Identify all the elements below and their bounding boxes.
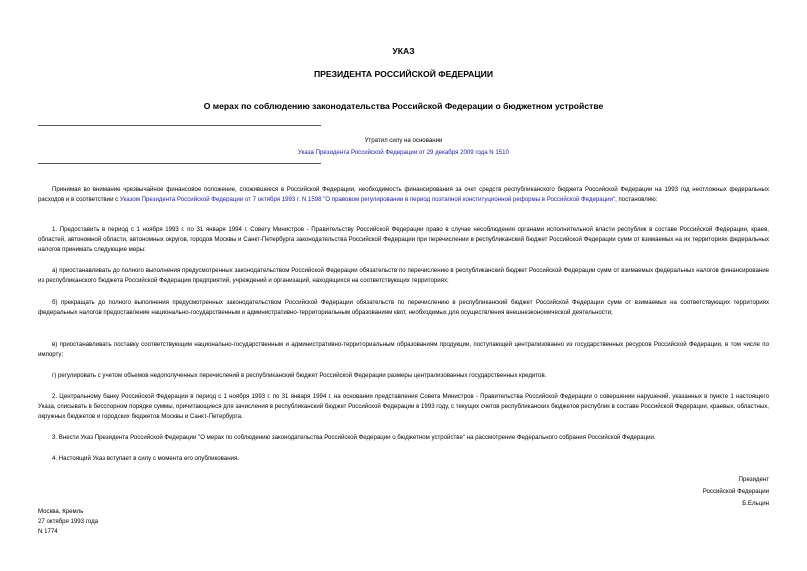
lost-force-link[interactable]: Указа Президента Российской Федерации от 29 декабря 2009 года N 1510 (298, 149, 509, 156)
decree-number: N 1774 (38, 528, 58, 535)
signing-date: 27 октября 1993 года (38, 518, 99, 525)
paragraph-1v: в) приостанавливать поставку соответствующим национально-государственным и административно-территориальным образованиям продукции, поступающей централизованно из государственных ресурсов Российской Федерации, в том числе по импорту; (38, 341, 769, 358)
signing-place: Москва, Кремль (38, 508, 84, 515)
preamble-text-start: Принимая во внимание чрезвычайное финансовое положение, сложившееся в Российской Федерации, необходимость финансирования за счет средств республиканского бюджета Российской Федерации на 1993 год неотложных федеральных расходов и в соответствии с (38, 186, 769, 203)
lost-force-note: Утратил силу на основании (364, 137, 443, 144)
paragraph-1: 1. Предоставить в период с 1 ноября 1993 г. по 31 января 1994 г. Совету Министров - Правительству Российской Федерации право в случае несоблюдения органами исполнительной власти республик в составе Российской Федерации, краев, областей, автономной области, автономных округов, городов Москвы и Санкт-Петербурга законодательства Российской Федерации при перечислении в республиканский бюджет Российской Федерации сумм от взимаемых на их территориях федеральных налогов принимать следующие меры: (38, 226, 769, 253)
document-page (38, 0, 769, 571)
preamble-text-end: , постановляю: (615, 196, 658, 203)
signature-title: Президент (738, 476, 769, 483)
divider-top (38, 125, 321, 126)
preamble-decree-link[interactable]: Указом Президента Российской Федерации от 7 октября 1993 г. N 1598 "О правовом регулировании в период поэтапной конституционной реформы в Российской Федерации" (119, 196, 616, 203)
signatory-name: Б.Ельцин (742, 500, 769, 507)
document-type-heading: УКАЗ (392, 46, 415, 56)
paragraph-4: 4. Настоящий Указ вступает в силу с момента его опубликования. (52, 455, 239, 462)
paragraph-2: 2. Центральному банку Российской Федерации в период с 1 ноября 1993 г. по 31 января 1994 г. на основании представления Совета Министров - Правительства Российской Федерации о совершении нарушений, указанных в пункте 1 настоящего Указа, списывать в бесспорном порядке суммы, причитающиеся для зачисления в республиканский бюджет Российской Федерации в 1993 году, с текущих счетов республиканских бюджетов республик в составе Российской Федерации, краевых, областных, окружных бюджетов и городских бюджетов Москвы и Санкт-Петербурга. (38, 393, 769, 420)
place-date-block (38, 507, 238, 537)
paragraph-3: 3. Внести Указ Президента Российской Федерации "О мерах по соблюдению законодательства Российской Федерации о бюджетном устройстве" на рассмотрение Федерального собрания Российской Федерации. (52, 434, 656, 441)
issuer-heading: ПРЕЗИДЕНТА РОССИЙСКОЙ ФЕДЕРАЦИИ (313, 69, 494, 79)
document-subject: О мерах по соблюдению законодательства Российской Федерации о бюджетном устройстве (203, 101, 604, 111)
preamble-paragraph (38, 185, 769, 205)
signature-title-country: Российской Федерации (702, 488, 769, 495)
signature-block (569, 474, 769, 510)
divider-bottom (38, 163, 321, 164)
paragraph-1a: а) приостанавливать до полного выполнения предусмотренных законодательством Российской Федерации обязательств по перечислению в республиканский бюджет Российской Федерации сумм от взимаемых федеральных налогов финансирование из республиканского бюджета Российской Федерации предприятий, учреждений и организаций, находящихся на соответствующих территориях; (38, 267, 769, 284)
paragraph-1g: г) регулировать с учетом объемов недополученных перечислений в республиканский бюджет Российской Федерации размеры централизованных государственных кредитов. (52, 372, 547, 379)
paragraph-1b: б) прекращать до полного выполнения предусмотренных законодательством Российской Федерации обязательств по перечислению в республиканский бюджет Российской Федерации сумм от взимаемых на соответствующих территориях федеральных налогов предоставление национально-государственным и административно-территориальным образованиям квот, необходимых для осуществления внешнеэкономической деятельности; (38, 299, 769, 316)
